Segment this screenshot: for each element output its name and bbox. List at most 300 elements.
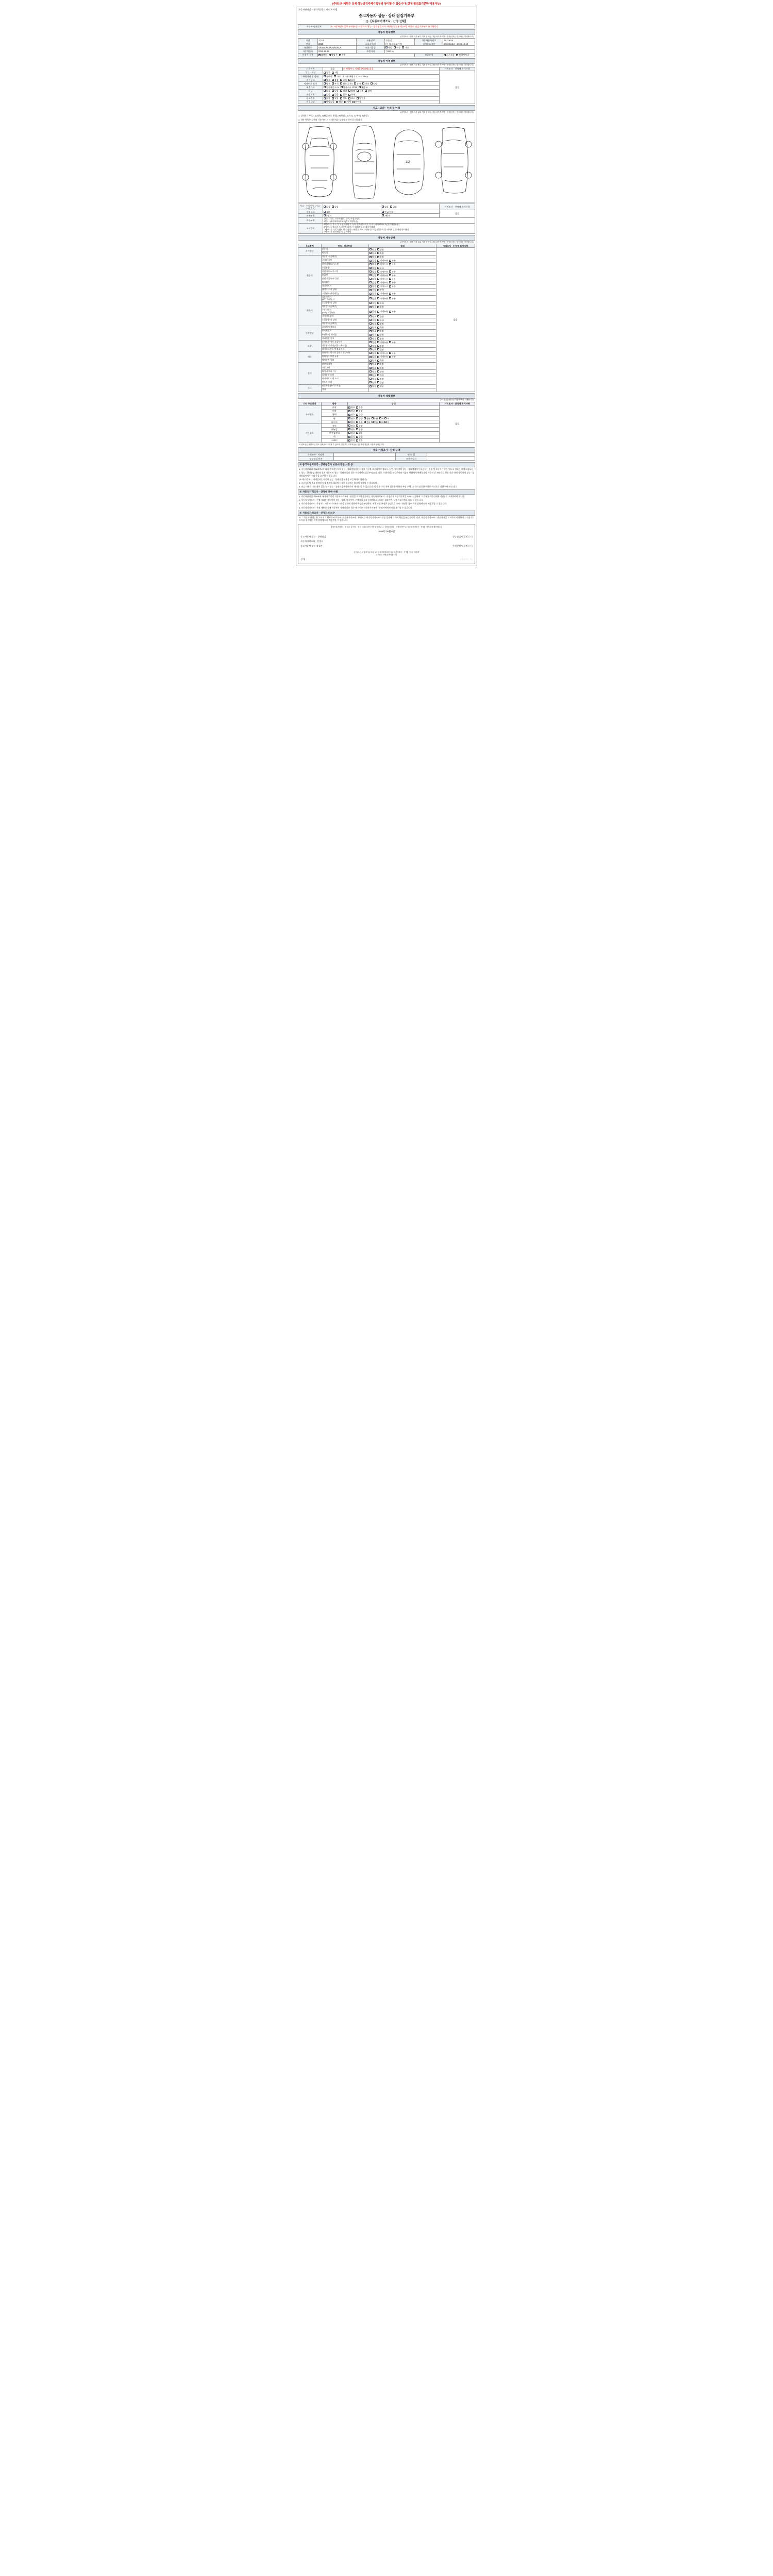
opt-warranty-self[interactable]: ✓ 자가보증 bbox=[444, 54, 455, 56]
opt-other[interactable]: 미세누유 bbox=[377, 259, 388, 262]
checkbox-icon[interactable] bbox=[369, 267, 372, 269]
opt-other[interactable]: 불량 bbox=[377, 315, 384, 318]
opt-other[interactable]: 부족 bbox=[377, 319, 384, 321]
checkbox-icon[interactable] bbox=[324, 79, 326, 81]
opt-other[interactable]: 불량 bbox=[377, 330, 384, 332]
opt-vin-damaged[interactable]: 훼손(오손) bbox=[340, 82, 352, 85]
opt-other[interactable]: 미세누수 bbox=[377, 281, 388, 284]
opt-good[interactable]: ✓ 양호 bbox=[348, 421, 355, 423]
checkbox-icon[interactable] bbox=[356, 436, 358, 438]
opt-other[interactable]: 불량 bbox=[377, 326, 384, 329]
opt-gauge-replaced[interactable]: 교체 bbox=[340, 79, 347, 81]
opt-repair-exchange[interactable]: ✓ 교환 bbox=[324, 211, 330, 213]
checkbox-icon[interactable] bbox=[389, 341, 391, 343]
checkbox-icon[interactable] bbox=[318, 54, 321, 56]
checkbox-icon[interactable] bbox=[340, 94, 342, 96]
checkbox-icon[interactable] bbox=[377, 285, 379, 287]
checkbox-icon[interactable] bbox=[369, 281, 372, 283]
opt-other[interactable]: 누유 bbox=[389, 341, 396, 344]
opt-good[interactable]: ✓ 양호 bbox=[369, 381, 376, 384]
checkbox-icon[interactable] bbox=[354, 82, 356, 84]
opt-position[interactable]: 좌 bbox=[379, 417, 384, 420]
opt-real-mileage[interactable]: ✓ 실주행 bbox=[324, 75, 332, 78]
opt-other[interactable]: 불량 bbox=[377, 374, 384, 377]
checkbox-icon[interactable] bbox=[377, 363, 379, 365]
opt-special-yes[interactable]: 있음 bbox=[332, 93, 339, 96]
checkbox-icon[interactable] bbox=[340, 79, 342, 81]
checkbox-icon[interactable] bbox=[377, 327, 379, 329]
checkbox-icon[interactable] bbox=[369, 367, 372, 369]
checkbox-icon[interactable] bbox=[377, 334, 379, 336]
checkbox-icon[interactable] bbox=[369, 319, 372, 321]
checkbox-icon[interactable] bbox=[369, 356, 372, 358]
opt-good[interactable]: ✓ 적정 bbox=[369, 267, 376, 269]
opt-good[interactable]: ✓ 적정 bbox=[369, 319, 376, 321]
opt-special-fire[interactable]: 화재 bbox=[348, 93, 355, 96]
checkbox-icon[interactable] bbox=[389, 352, 391, 354]
opt-good[interactable]: ✓ 양호 bbox=[369, 370, 376, 373]
opt-other[interactable]: 있음 bbox=[377, 385, 384, 387]
opt-other[interactable]: 미세누수 bbox=[377, 285, 388, 287]
checkbox-icon[interactable] bbox=[369, 256, 372, 258]
checkbox-icon[interactable] bbox=[364, 417, 366, 419]
checkbox-icon[interactable] bbox=[377, 370, 379, 372]
checkbox-icon[interactable] bbox=[369, 352, 372, 354]
checkbox-icon[interactable] bbox=[369, 363, 372, 365]
opt-other[interactable]: 누유 bbox=[389, 297, 396, 300]
opt-user-rental[interactable]: ✓ 대여용 bbox=[318, 54, 327, 56]
opt-good[interactable]: ✓ 양호 bbox=[369, 345, 376, 347]
opt-special-flood[interactable]: 침수 bbox=[340, 93, 347, 96]
checkbox-icon[interactable] bbox=[348, 410, 350, 412]
checkbox-icon[interactable] bbox=[369, 378, 372, 380]
opt-other[interactable]: 미세누유 bbox=[377, 270, 388, 273]
opt-tuning-structure[interactable]: 구조 bbox=[357, 90, 363, 92]
opt-good[interactable]: ✓ 양호 bbox=[369, 363, 376, 365]
opt-other[interactable]: 불량 bbox=[377, 359, 384, 362]
opt-good[interactable]: ✓ 양호 bbox=[369, 326, 376, 329]
signature-field[interactable]: 가격산정자(성명) (인) bbox=[452, 545, 473, 548]
opt-other[interactable]: 미세누유 bbox=[377, 310, 388, 313]
checkbox-icon[interactable] bbox=[377, 311, 379, 313]
opt-tuning-device[interactable]: 장치 bbox=[365, 90, 372, 92]
opt-good[interactable]: ✓ 없음 bbox=[369, 341, 376, 344]
opt-tuning-yes[interactable]: 있음 bbox=[332, 90, 339, 92]
checkbox-icon[interactable] bbox=[389, 281, 391, 283]
checkbox-icon[interactable] bbox=[348, 414, 350, 416]
opt-acc-none[interactable]: ✓없음 bbox=[324, 206, 330, 208]
checkbox-icon[interactable] bbox=[369, 381, 372, 383]
checkbox-icon[interactable] bbox=[377, 348, 379, 350]
checkbox-icon[interactable] bbox=[348, 79, 350, 81]
checkbox-icon[interactable] bbox=[356, 432, 358, 434]
opt-good[interactable]: ✓ 없음 bbox=[369, 355, 376, 358]
checkbox-icon[interactable] bbox=[382, 206, 384, 208]
opt-other[interactable]: 미세누유 bbox=[377, 352, 388, 354]
checkbox-icon[interactable] bbox=[377, 374, 379, 376]
checkbox-icon[interactable] bbox=[377, 270, 379, 273]
opt-good[interactable]: ✓ 양호 bbox=[369, 374, 376, 377]
checkbox-icon[interactable] bbox=[369, 345, 372, 347]
checkbox-icon[interactable] bbox=[369, 374, 372, 376]
checkbox-icon[interactable] bbox=[369, 270, 372, 273]
checkbox-icon[interactable] bbox=[389, 297, 391, 299]
checkbox-icon[interactable] bbox=[389, 278, 391, 280]
opt-good[interactable]: ✓ 없음 bbox=[369, 263, 376, 265]
opt-other[interactable]: 불량 bbox=[377, 248, 384, 251]
checkbox-icon[interactable] bbox=[332, 206, 334, 208]
checkbox-icon[interactable] bbox=[377, 263, 379, 265]
checkbox-icon[interactable] bbox=[369, 252, 372, 254]
opt-other[interactable]: 누유 bbox=[389, 352, 396, 354]
opt-good[interactable]: ✓ 양호 bbox=[348, 428, 355, 431]
checkbox-icon[interactable] bbox=[324, 75, 326, 77]
checkbox-icon[interactable] bbox=[382, 214, 384, 216]
checkbox-icon[interactable] bbox=[377, 352, 379, 354]
checkbox-icon[interactable] bbox=[348, 436, 350, 438]
checkbox-icon[interactable] bbox=[365, 90, 367, 92]
opt-good[interactable]: ✓ 양호 bbox=[369, 333, 376, 336]
checkbox-icon[interactable] bbox=[384, 421, 386, 423]
checkbox-icon[interactable] bbox=[456, 54, 458, 56]
opt-position[interactable]: 우 bbox=[384, 417, 389, 420]
checkbox-icon[interactable] bbox=[334, 75, 336, 77]
checkbox-icon[interactable] bbox=[364, 421, 366, 423]
checkbox-icon[interactable] bbox=[389, 356, 391, 358]
opt-good[interactable]: ✓ 양호 bbox=[369, 256, 376, 258]
opt-good[interactable]: ✓ 있음 bbox=[348, 432, 355, 434]
checkbox-icon[interactable] bbox=[369, 289, 372, 291]
checkbox-icon[interactable] bbox=[369, 323, 372, 325]
checkbox-icon[interactable] bbox=[324, 101, 326, 103]
opt-gauge-good[interactable]: ✓ 양호 bbox=[324, 79, 330, 81]
opt-other[interactable]: 부족 bbox=[377, 267, 384, 269]
opt-position[interactable]: 전륜 bbox=[364, 421, 371, 423]
opt-good[interactable]: ✓ 양호 bbox=[369, 348, 376, 351]
opt-vin-erased[interactable]: 도말 bbox=[371, 82, 377, 85]
opt-other[interactable]: 미세누유 bbox=[377, 278, 388, 280]
opt-position[interactable]: 후륜 bbox=[372, 421, 378, 423]
checkbox-icon[interactable] bbox=[369, 274, 372, 276]
checkbox-icon[interactable] bbox=[332, 90, 334, 92]
checkbox-icon[interactable] bbox=[377, 248, 379, 250]
checkbox-icon[interactable] bbox=[357, 90, 359, 92]
opt-bad[interactable]: 없음 bbox=[356, 439, 363, 442]
opt-good[interactable]: ✓ 양호 bbox=[369, 359, 376, 362]
checkbox-icon[interactable] bbox=[377, 341, 379, 343]
opt-seize[interactable]: 압류 bbox=[324, 71, 330, 74]
opt-user-gov[interactable]: 관용 bbox=[339, 54, 346, 56]
checkbox-icon[interactable] bbox=[329, 54, 331, 56]
checkbox-icon[interactable] bbox=[324, 94, 326, 96]
opt-good[interactable]: ✓ 없음 bbox=[369, 281, 376, 284]
opt-good[interactable]: ✓ 없음 bbox=[369, 278, 376, 280]
opt-mileage-other[interactable]: 기타 bbox=[334, 75, 341, 78]
opt-other[interactable]: 불량 bbox=[377, 256, 384, 258]
opt-good[interactable]: ✓ 있음 bbox=[348, 439, 355, 442]
checkbox-icon[interactable] bbox=[369, 315, 372, 317]
checkbox-icon[interactable] bbox=[389, 270, 391, 273]
checkbox-icon[interactable] bbox=[332, 72, 334, 74]
opt-other[interactable]: 미세누유 bbox=[377, 355, 388, 358]
checkbox-icon[interactable] bbox=[369, 293, 372, 295]
opt-rank1[interactable]: ✓ 1랭크 bbox=[324, 214, 331, 217]
checkbox-icon[interactable] bbox=[357, 97, 359, 99]
opt-warranty-ins[interactable]: 보험사보증 bbox=[456, 54, 469, 56]
checkbox-icon[interactable] bbox=[369, 337, 372, 340]
opt-usechange-none[interactable]: ✓ 없음 bbox=[324, 97, 330, 99]
checkbox-icon[interactable] bbox=[341, 86, 343, 88]
checkbox-icon[interactable] bbox=[369, 360, 372, 362]
opt-other[interactable]: 불량 bbox=[377, 345, 384, 347]
checkbox-icon[interactable] bbox=[377, 378, 379, 380]
checkbox-icon[interactable] bbox=[394, 46, 396, 48]
opt-good[interactable]: ✓ 양호 bbox=[369, 248, 376, 251]
checkbox-icon[interactable] bbox=[339, 54, 341, 56]
opt-simple-yes[interactable]: 있음 bbox=[390, 206, 397, 208]
checkbox-icon[interactable] bbox=[348, 432, 350, 434]
opt-acc-yes[interactable]: 있음 bbox=[332, 206, 339, 208]
checkbox-icon[interactable] bbox=[377, 278, 379, 280]
opt-other[interactable]: 미세누유 bbox=[377, 297, 388, 300]
opt-other[interactable]: 불량 bbox=[377, 333, 384, 336]
opt-recall-notdone[interactable]: 미이행 bbox=[352, 100, 361, 103]
checkbox-icon[interactable] bbox=[356, 410, 358, 412]
checkbox-icon[interactable] bbox=[389, 260, 391, 262]
opt-vin-corrode[interactable]: 부식 bbox=[332, 82, 339, 85]
opt-other[interactable]: 누유 bbox=[389, 278, 396, 280]
opt-other[interactable]: 불량 bbox=[377, 348, 384, 351]
opt-other[interactable]: 누유 bbox=[389, 355, 396, 358]
opt-usechange-rent[interactable]: 렌트 bbox=[340, 97, 347, 99]
checkbox-icon[interactable] bbox=[372, 417, 374, 419]
checkbox-icon[interactable] bbox=[324, 86, 326, 88]
opt-other[interactable]: 누유 bbox=[389, 270, 396, 273]
opt-position[interactable]: 전륜 bbox=[364, 417, 371, 420]
opt-tuning-none[interactable]: ✓ 없음 bbox=[324, 90, 330, 92]
checkbox-icon[interactable] bbox=[332, 97, 334, 99]
checkbox-icon[interactable] bbox=[377, 260, 379, 262]
opt-position[interactable]: 후륜 bbox=[372, 417, 378, 420]
opt-other[interactable]: 불량 bbox=[377, 306, 384, 308]
checkbox-icon[interactable] bbox=[332, 79, 334, 81]
checkbox-icon[interactable] bbox=[348, 421, 350, 423]
checkbox-icon[interactable] bbox=[324, 97, 326, 99]
opt-bad[interactable]: 불량 bbox=[356, 428, 363, 431]
checkbox-icon[interactable] bbox=[377, 381, 379, 383]
opt-usechange-yes[interactable]: 있음 bbox=[332, 97, 339, 99]
opt-good[interactable]: ✓ 없음 bbox=[369, 385, 376, 387]
price-value-date[interactable] bbox=[427, 453, 475, 456]
checkbox-icon[interactable] bbox=[377, 256, 379, 258]
opt-repair-weld[interactable]: ✓ 판금/용접 bbox=[382, 211, 393, 213]
checkbox-icon[interactable] bbox=[377, 360, 379, 362]
checkbox-icon[interactable] bbox=[377, 356, 379, 358]
checkbox-icon[interactable] bbox=[369, 327, 372, 329]
checkbox-icon[interactable] bbox=[348, 90, 350, 92]
opt-other[interactable]: 누수 bbox=[389, 285, 396, 287]
checkbox-icon[interactable] bbox=[348, 94, 350, 96]
opt-other[interactable]: 불량 bbox=[377, 323, 384, 325]
opt-rank2[interactable]: 2랭크 bbox=[382, 214, 390, 217]
opt-good[interactable]: ✓ 없음 bbox=[369, 292, 376, 295]
opt-bad[interactable]: 불량 bbox=[356, 421, 363, 423]
price-value-1[interactable] bbox=[333, 457, 395, 461]
checkbox-icon[interactable] bbox=[332, 82, 334, 84]
opt-good[interactable]: ✓ 없음 bbox=[369, 270, 376, 273]
checkbox-icon[interactable] bbox=[348, 428, 350, 430]
opt-simple-none[interactable]: ✓ 없음 bbox=[382, 206, 389, 208]
checkbox-icon[interactable] bbox=[369, 370, 372, 372]
opt-vin-diff[interactable]: 상이 bbox=[354, 82, 361, 85]
opt-tuning-legal[interactable]: 적법 bbox=[340, 90, 347, 92]
opt-good[interactable]: ✓ 없음 bbox=[369, 274, 376, 277]
checkbox-icon[interactable] bbox=[348, 406, 350, 409]
opt-gauge-bad[interactable]: 불량 bbox=[332, 79, 339, 81]
opt-good[interactable]: ✓ 양호 bbox=[369, 323, 376, 325]
checkbox-icon[interactable] bbox=[377, 330, 379, 332]
checkbox-icon[interactable] bbox=[377, 252, 379, 254]
checkbox-icon[interactable] bbox=[389, 285, 391, 287]
opt-bad[interactable]: 불량 bbox=[356, 425, 363, 427]
opt-good[interactable]: ✓ 양호 bbox=[348, 410, 355, 412]
opt-user-business[interactable]: 영업용 bbox=[329, 54, 338, 56]
checkbox-icon[interactable] bbox=[336, 101, 338, 103]
opt-good[interactable]: ✓ 없음 bbox=[369, 259, 376, 262]
opt-trans-manual[interactable]: 수동 bbox=[394, 46, 400, 49]
checkbox-icon[interactable] bbox=[377, 267, 379, 269]
opt-good[interactable]: ✓ 양호 bbox=[348, 413, 355, 416]
checkbox-icon[interactable] bbox=[390, 206, 392, 208]
checkbox-icon[interactable] bbox=[377, 274, 379, 276]
checkbox-icon[interactable] bbox=[356, 417, 358, 419]
checkbox-icon[interactable] bbox=[389, 263, 391, 265]
opt-vin-good[interactable]: ✓ 양호 bbox=[324, 82, 330, 85]
checkbox-icon[interactable] bbox=[362, 82, 364, 84]
checkbox-icon[interactable] bbox=[379, 417, 381, 419]
checkbox-icon[interactable] bbox=[377, 323, 379, 325]
opt-good[interactable]: ✓ 양호 bbox=[369, 337, 376, 340]
checkbox-icon[interactable] bbox=[377, 293, 379, 295]
opt-other[interactable]: 누유 bbox=[389, 292, 396, 295]
opt-usechange-lease[interactable]: 리스 bbox=[348, 97, 355, 99]
opt-special-none[interactable]: ✓ 없음 bbox=[324, 93, 330, 96]
opt-other[interactable]: 미세누유 bbox=[377, 292, 388, 295]
checkbox-icon[interactable] bbox=[324, 82, 326, 84]
checkbox-icon[interactable] bbox=[348, 439, 350, 442]
checkbox-icon[interactable] bbox=[369, 285, 372, 287]
checkbox-icon[interactable] bbox=[369, 330, 372, 332]
checkbox-icon[interactable] bbox=[369, 385, 372, 387]
checkbox-icon[interactable] bbox=[348, 97, 350, 99]
opt-good[interactable]: ✓ 없음 bbox=[369, 297, 376, 300]
opt-trans-auto[interactable]: ✓ 자동 bbox=[385, 46, 392, 49]
checkbox-icon[interactable] bbox=[377, 319, 379, 321]
opt-good[interactable]: ✓ 양호 bbox=[348, 406, 355, 409]
opt-good[interactable]: ✓ 양호 bbox=[348, 417, 355, 420]
opt-other[interactable]: 불량 bbox=[377, 363, 384, 365]
checkbox-icon[interactable] bbox=[385, 46, 388, 48]
checkbox-icon[interactable] bbox=[377, 289, 379, 291]
opt-bad[interactable]: 불량 bbox=[356, 406, 363, 409]
checkbox-icon[interactable] bbox=[382, 211, 384, 213]
opt-other[interactable]: 불량 bbox=[377, 337, 384, 340]
checkbox-icon[interactable] bbox=[369, 341, 372, 343]
checkbox-icon[interactable] bbox=[379, 421, 381, 423]
checkbox-icon[interactable] bbox=[324, 72, 326, 74]
opt-other[interactable]: 불량 bbox=[377, 370, 384, 373]
checkbox-icon[interactable] bbox=[369, 311, 372, 313]
opt-other[interactable]: 누유 bbox=[389, 259, 396, 262]
opt-trans-other[interactable]: 기타 bbox=[402, 46, 409, 49]
opt-good[interactable]: ✓ 양호 bbox=[369, 252, 376, 255]
checkbox-icon[interactable] bbox=[377, 345, 379, 347]
opt-other[interactable]: 불량 bbox=[377, 367, 384, 369]
checkbox-icon[interactable] bbox=[402, 46, 404, 48]
opt-bad[interactable]: 없음 bbox=[356, 435, 363, 438]
opt-other[interactable]: 부족 bbox=[377, 302, 384, 304]
opt-good[interactable]: ✓ 없음 bbox=[369, 352, 376, 354]
checkbox-icon[interactable] bbox=[444, 54, 446, 56]
checkbox-icon[interactable] bbox=[377, 337, 379, 340]
opt-usechange-biz[interactable]: 영업용 bbox=[357, 97, 365, 99]
checkbox-icon[interactable] bbox=[324, 90, 326, 92]
checkbox-icon[interactable] bbox=[359, 86, 361, 88]
opt-recall-yes[interactable]: 해당 bbox=[336, 100, 343, 103]
opt-gauge-tampered[interactable]: 조작 bbox=[348, 79, 355, 81]
checkbox-icon[interactable] bbox=[356, 414, 358, 416]
opt-good[interactable]: ✓ 양호 bbox=[369, 378, 376, 380]
price-value-assessor[interactable] bbox=[427, 457, 475, 461]
checkbox-icon[interactable] bbox=[348, 417, 350, 419]
checkbox-icon[interactable] bbox=[384, 417, 386, 419]
signature-field[interactable]: 성능점검자(성명) (인) bbox=[452, 535, 473, 538]
checkbox-icon[interactable] bbox=[389, 274, 391, 276]
checkbox-icon[interactable] bbox=[324, 214, 326, 216]
checkbox-icon[interactable] bbox=[377, 297, 379, 299]
checkbox-icon[interactable] bbox=[340, 90, 342, 92]
opt-bad[interactable]: 불량 bbox=[356, 417, 363, 420]
opt-other[interactable]: 누유 bbox=[389, 274, 396, 277]
checkbox-icon[interactable] bbox=[377, 306, 379, 308]
opt-good[interactable]: ✓ 양호 bbox=[369, 367, 376, 369]
checkbox-icon[interactable] bbox=[377, 385, 379, 387]
opt-other[interactable]: 미세누유 bbox=[377, 341, 388, 344]
checkbox-icon[interactable] bbox=[389, 293, 391, 295]
checkbox-icon[interactable] bbox=[356, 428, 358, 430]
checkbox-icon[interactable] bbox=[369, 278, 372, 280]
checkbox-icon[interactable] bbox=[377, 281, 379, 283]
opt-other[interactable]: 누유 bbox=[389, 310, 396, 313]
checkbox-icon[interactable] bbox=[369, 260, 372, 262]
opt-other[interactable]: 불량 bbox=[377, 378, 384, 380]
opt-recall-done[interactable]: 이행 bbox=[344, 100, 351, 103]
checkbox-icon[interactable] bbox=[344, 101, 346, 103]
checkbox-icon[interactable] bbox=[369, 263, 372, 265]
checkbox-icon[interactable] bbox=[372, 421, 374, 423]
checkbox-icon[interactable] bbox=[369, 334, 372, 336]
opt-bad[interactable]: 불량 bbox=[356, 413, 363, 416]
opt-position[interactable]: 좌 bbox=[379, 421, 384, 423]
opt-other[interactable]: 누수 bbox=[389, 281, 396, 284]
opt-other[interactable]: 누유 bbox=[389, 263, 396, 265]
opt-other[interactable]: 불량 bbox=[377, 252, 384, 255]
checkbox-icon[interactable] bbox=[324, 211, 326, 213]
opt-good[interactable]: ✓ 적정 bbox=[369, 289, 376, 291]
opt-good[interactable]: ✓ 없음 bbox=[369, 285, 376, 287]
checkbox-icon[interactable] bbox=[377, 302, 379, 304]
opt-good[interactable]: ✓ 양호 bbox=[369, 330, 376, 332]
